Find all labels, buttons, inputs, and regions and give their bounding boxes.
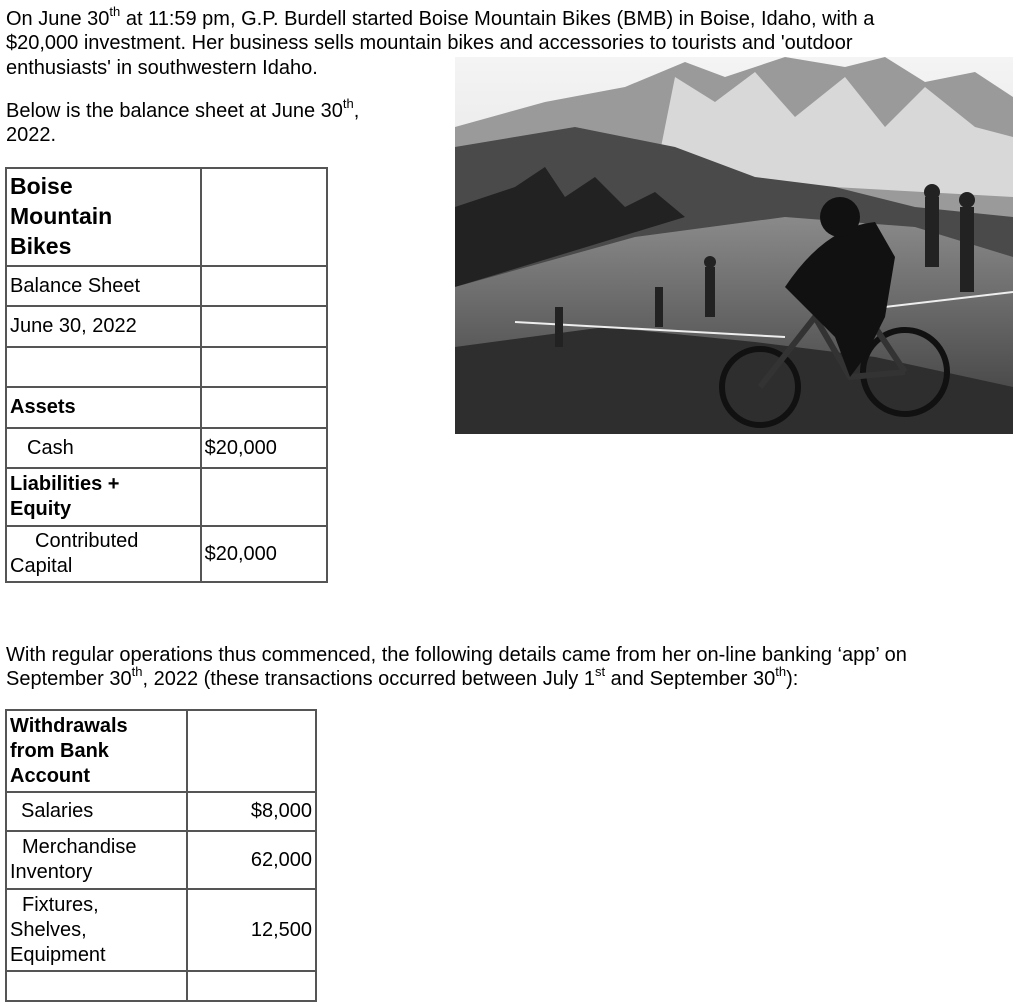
intro-text: Below is the balance sheet at June 30: [6, 100, 343, 122]
intro-text: at 11:59 pm, G.P. Burdell started Boise Mountain Bikes (BMB) in Boise, Idaho, with a: [120, 8, 875, 30]
heading-line: from Bank: [10, 739, 109, 762]
operations-paragraph: [6, 643, 907, 691]
empty-cell: [201, 468, 327, 526]
cash-value: $20,000: [201, 428, 327, 468]
cash-label: Cash: [6, 428, 201, 468]
superscript: th: [109, 4, 121, 20]
salaries-value: $8,000: [187, 792, 317, 831]
label-line: Merchandise: [22, 836, 137, 858]
company-name-line: Bikes: [10, 232, 72, 259]
label-line: Contributed: [35, 530, 139, 552]
withdrawals-heading: [6, 710, 187, 792]
label-line: Inventory: [10, 861, 93, 883]
superscript: st: [594, 664, 606, 680]
operations-text: September 30: [6, 668, 132, 690]
intro-text: $20,000 investment. Her business sells mountain bikes and accessories to tourists and 'outdoor: [6, 32, 853, 55]
empty-cell: [201, 266, 327, 306]
label-line: Shelves,: [10, 918, 87, 941]
contributed-capital-label: [6, 526, 201, 582]
empty-cell: [187, 971, 317, 1001]
operations-text: With regular operations thus commenced, the following details came from her on-line banking ‘app’ on: [6, 644, 907, 666]
label-line: Capital: [10, 555, 73, 577]
superscript: th: [775, 664, 787, 680]
heading-line: Account: [10, 764, 90, 787]
empty-cell: [201, 168, 327, 266]
merchandise-inventory-label: [6, 831, 187, 889]
balance-intro-paragraph: [6, 96, 360, 148]
table-row: [6, 428, 327, 468]
table-row: [6, 387, 327, 428]
company-name-line: Mountain: [10, 203, 113, 230]
table-row: [6, 468, 327, 526]
intro-text: ,: [353, 100, 360, 122]
merchandise-inventory-value: 62,000: [187, 831, 317, 889]
table-row: [6, 710, 316, 792]
table-row: [6, 831, 316, 889]
contributed-capital-value: $20,000: [201, 526, 327, 582]
mountain-bike-photo: [455, 57, 1013, 434]
empty-cell: [201, 306, 327, 347]
heading-line: Liabilities +: [10, 473, 120, 495]
label-line: Equipment: [10, 943, 106, 966]
intro-text: enthusiasts' in southwestern Idaho.: [6, 56, 318, 79]
statement-date: June 30, 2022: [6, 306, 201, 347]
company-name-line: Boise: [10, 173, 73, 200]
operations-text: and September 30: [605, 668, 776, 690]
operations-text: ):: [786, 668, 799, 690]
empty-cell: [201, 347, 327, 387]
assets-heading: Assets: [6, 387, 201, 428]
table-row: [6, 347, 327, 387]
balance-sheet-table: [5, 167, 328, 583]
empty-cell: [187, 710, 317, 792]
intro-text: On June 30: [6, 8, 110, 30]
empty-cell: [6, 971, 187, 1001]
fixtures-value: 12,500: [187, 889, 317, 971]
table-row: [6, 266, 327, 306]
withdrawals-table: [5, 709, 317, 1002]
operations-text: , 2022 (these transactions occurred between July 1: [142, 668, 595, 690]
empty-cell: [6, 347, 201, 387]
liabilities-equity-heading: [6, 468, 201, 526]
superscript: th: [131, 664, 143, 680]
table-row: [6, 526, 327, 582]
table-row: [6, 306, 327, 347]
photo-illustration: [455, 57, 1013, 434]
heading-line: Equity: [10, 498, 72, 520]
company-name: [6, 168, 201, 266]
label-line: Fixtures,: [22, 893, 99, 916]
intro-text: 2022.: [6, 124, 57, 147]
table-row: [6, 971, 316, 1001]
heading-line: Withdrawals: [10, 714, 128, 737]
empty-cell: [201, 387, 327, 428]
table-row: [6, 168, 327, 266]
salaries-label: Salaries: [6, 792, 187, 831]
fixtures-label: [6, 889, 187, 971]
superscript: th: [342, 96, 354, 112]
statement-title: Balance Sheet: [6, 266, 201, 306]
table-row: [6, 792, 316, 831]
table-row: [6, 889, 316, 971]
